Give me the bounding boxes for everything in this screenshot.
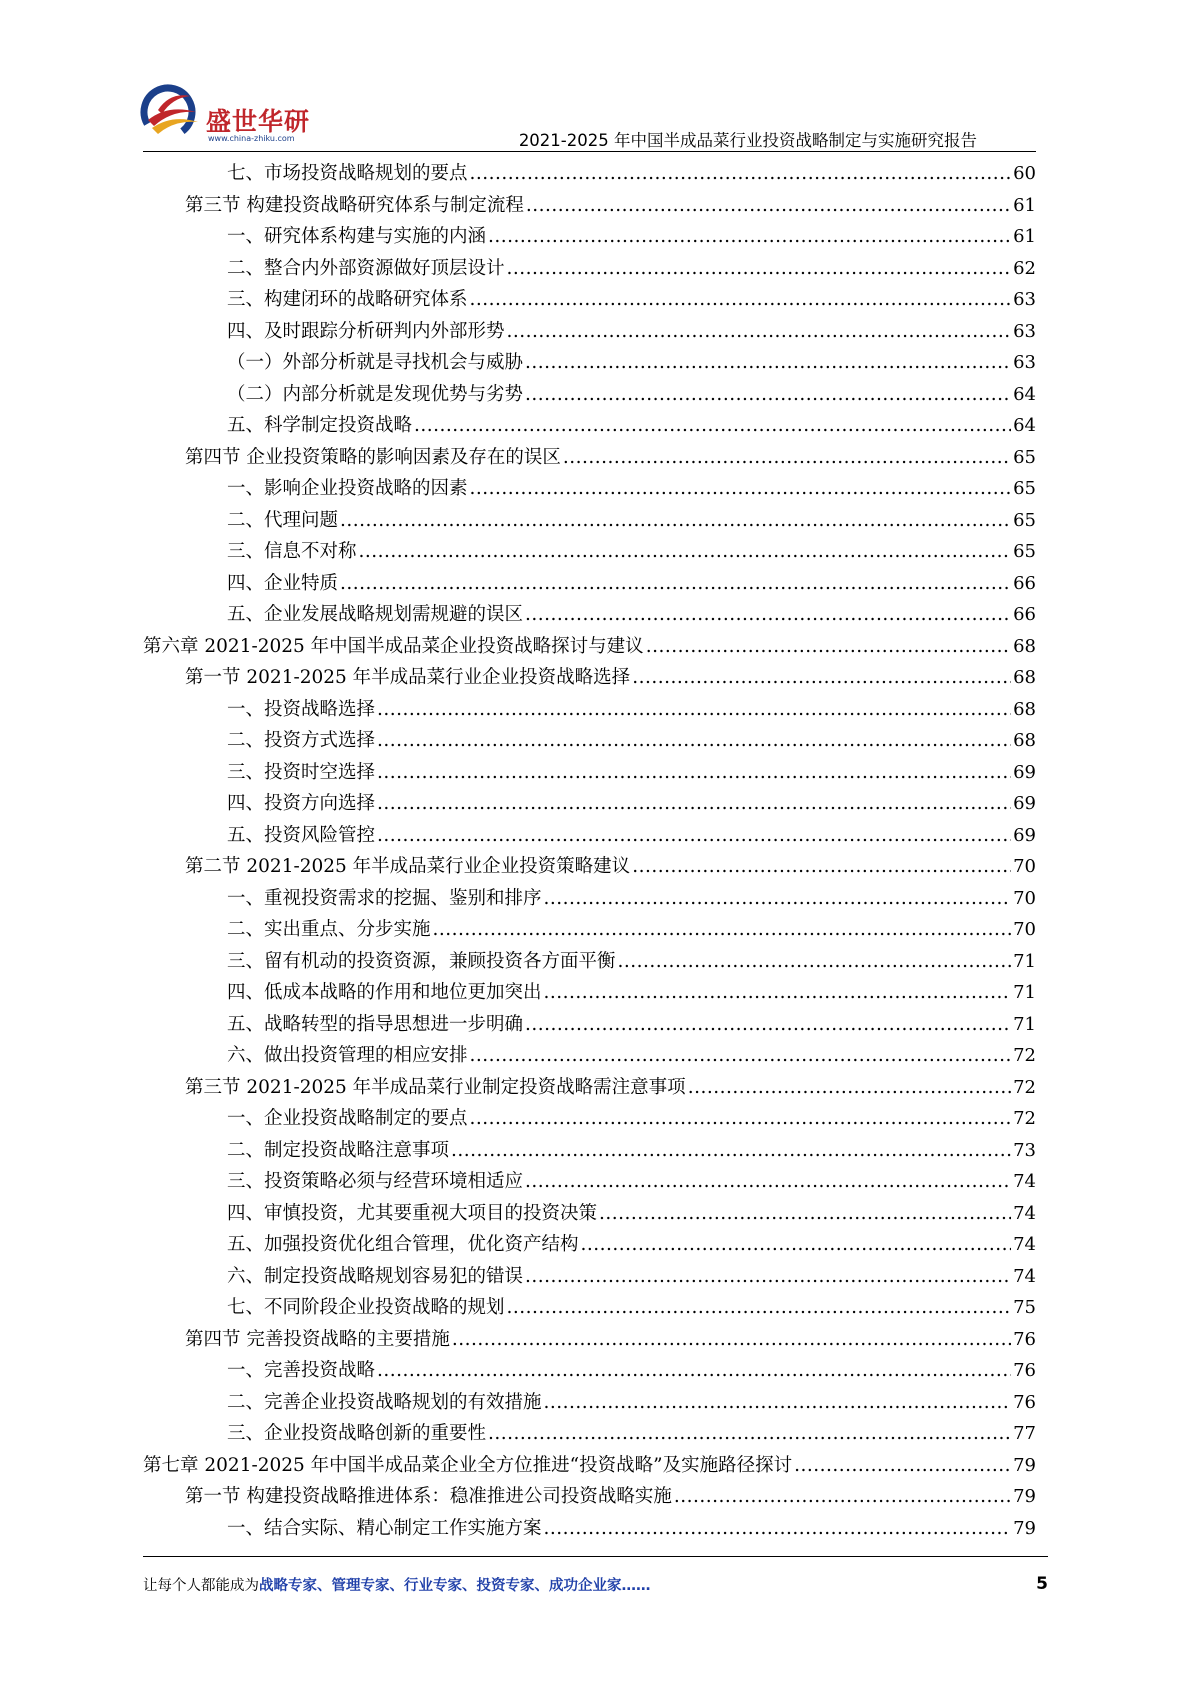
toc-entry-title: 三、投资时空选择 — [227, 761, 376, 783]
toc-entry-title: 五、投资风险管控 — [227, 824, 376, 846]
toc-leader-dots — [470, 473, 1012, 505]
toc-entry[interactable] — [143, 631, 1036, 663]
toc-leader-dots — [544, 1513, 1012, 1545]
toc-entry[interactable] — [143, 347, 1036, 379]
toc-entry[interactable] — [143, 1292, 1036, 1324]
toc-leader-dots — [359, 536, 1012, 568]
toc-leader-dots — [599, 1198, 1011, 1230]
toc-entry[interactable] — [143, 757, 1036, 789]
toc-entry-title: 一、企业投资战略制定的要点 — [227, 1108, 468, 1129]
toc-entry-title: 二、实出重点、分步实施 — [227, 919, 431, 940]
toc-entry[interactable] — [143, 253, 1036, 285]
toc-entry-title: 三、信息不对称 — [227, 541, 357, 562]
toc-entry[interactable] — [143, 1513, 1036, 1545]
toc-entry-page: 68 — [1013, 730, 1036, 751]
toc-entry-title: 七、不同阶段企业投资战略的规划 — [227, 1297, 505, 1318]
toc-entry-page: 68 — [1013, 635, 1036, 657]
toc-entry-page: 79 — [1013, 1486, 1036, 1507]
toc-entry-page: 64 — [1013, 383, 1036, 405]
logo-url: www.china-zhiku.com — [208, 134, 295, 143]
toc-entry[interactable] — [143, 1040, 1036, 1072]
toc-entry-page: 74 — [1013, 1265, 1036, 1287]
toc-entry-page: 79 — [1013, 1517, 1036, 1539]
toc-entry[interactable] — [143, 1355, 1036, 1387]
toc-entry-page: 69 — [1013, 761, 1036, 783]
toc-entry[interactable] — [143, 914, 1036, 946]
toc-entry[interactable] — [143, 1324, 1036, 1356]
toc-entry-title: 第二节 2021-2025 年半成品菜行业企业投资策略建议 — [185, 856, 631, 877]
toc-leader-dots — [794, 1450, 1011, 1482]
toc-entry[interactable] — [143, 1009, 1036, 1041]
toc-entry[interactable] — [143, 977, 1036, 1009]
toc-leader-dots — [414, 410, 1011, 442]
toc-entry-page: 77 — [1013, 1423, 1036, 1444]
toc-entry[interactable] — [143, 820, 1036, 852]
page-number: 5 — [1036, 1574, 1048, 1594]
toc-leader-dots — [470, 284, 1012, 316]
toc-entry-title: 一、完善投资战略 — [227, 1360, 376, 1381]
toc-leader-dots — [544, 1387, 1012, 1419]
toc-entry-title: 一、投资战略选择 — [227, 698, 376, 720]
toc-entry-title: （二）内部分析就是发现优势与劣势 — [227, 383, 524, 405]
toc-entry-title: 第四节 企业投资策略的影响因素及存在的误区 — [185, 446, 561, 468]
toc-leader-dots — [507, 253, 1012, 285]
toc-entry-page: 65 — [1013, 446, 1036, 468]
toc-leader-dots — [581, 1229, 1012, 1261]
logo-name: 盛世华研 — [206, 107, 311, 136]
toc-entry-title: 四、投资方向选择 — [227, 793, 376, 814]
toc-entry[interactable] — [143, 1450, 1036, 1482]
toc-entry-title: 四、审慎投资，尤其要重视大项目的投资决策 — [227, 1202, 598, 1224]
toc-entry-page: 74 — [1013, 1171, 1036, 1192]
table-of-contents — [143, 158, 1036, 1544]
page-header — [0, 0, 1191, 160]
toc-leader-dots — [688, 1072, 1011, 1104]
footer-divider — [143, 1556, 1048, 1557]
toc-entry-page: 66 — [1013, 604, 1036, 625]
toc-entry-title: 六、制定投资战略规划容易犯的错误 — [227, 1265, 524, 1287]
toc-leader-dots — [470, 1040, 1012, 1072]
toc-entry[interactable] — [143, 694, 1036, 726]
toc-leader-dots — [377, 757, 1011, 789]
toc-entry[interactable] — [143, 284, 1036, 316]
toc-entry-title: 二、完善企业投资战略规划的有效措施 — [227, 1391, 542, 1413]
toc-entry[interactable] — [143, 505, 1036, 537]
toc-entry-page: 70 — [1013, 919, 1036, 940]
toc-entry-title: 第一节 构建投资战略推进体系：稳准推进公司投资战略实施 — [185, 1486, 672, 1507]
toc-entry-title: 三、企业投资战略创新的重要性 — [227, 1423, 487, 1444]
toc-entry-title: 一、影响企业投资战略的因素 — [227, 478, 468, 499]
toc-entry[interactable] — [143, 1418, 1036, 1450]
toc-entry[interactable] — [143, 1135, 1036, 1167]
toc-entry[interactable] — [143, 379, 1036, 411]
toc-leader-dots — [525, 1009, 1011, 1041]
toc-entry[interactable] — [143, 1103, 1036, 1135]
toc-entry[interactable] — [143, 410, 1036, 442]
toc-leader-dots — [377, 820, 1011, 852]
toc-entry-title: 五、科学制定投资战略 — [227, 415, 413, 436]
toc-leader-dots — [525, 1261, 1011, 1293]
toc-leader-dots — [451, 1135, 1011, 1167]
toc-leader-dots — [433, 914, 1012, 946]
toc-entry-page: 69 — [1013, 824, 1036, 846]
toc-leader-dots — [632, 662, 1011, 694]
toc-entry-title: 四、企业特质 — [227, 572, 339, 594]
toc-entry-page: 61 — [1013, 194, 1036, 216]
toc-leader-dots — [544, 883, 1012, 915]
toc-entry[interactable] — [143, 851, 1036, 883]
toc-leader-dots — [377, 788, 1011, 820]
toc-entry[interactable] — [143, 1166, 1036, 1198]
toc-entry-title: 一、结合实际、精心制定工作实施方案 — [227, 1517, 542, 1539]
toc-entry-title: 一、研究体系构建与实施的内涵 — [227, 226, 487, 247]
toc-entry-title: 五、战略转型的指导思想进一步明确 — [227, 1013, 524, 1035]
toc-entry-page: 63 — [1013, 289, 1036, 310]
toc-entry-title: 五、企业发展战略规划需规避的误区 — [227, 604, 524, 625]
toc-entry-title: 二、投资方式选择 — [227, 730, 376, 751]
toc-entry[interactable] — [143, 1481, 1036, 1513]
toc-entry-page: 62 — [1013, 257, 1036, 279]
toc-entry-page: 63 — [1013, 352, 1036, 373]
toc-entry[interactable] — [143, 568, 1036, 600]
toc-entry-page: 71 — [1013, 982, 1036, 1003]
toc-entry-title: 四、及时跟踪分析研判内外部形势 — [227, 320, 505, 342]
toc-entry-page: 65 — [1013, 478, 1036, 499]
toc-entry-title: 一、重视投资需求的挖掘、鉴别和排序 — [227, 887, 542, 909]
toc-leader-dots — [377, 694, 1011, 726]
toc-leader-dots — [525, 347, 1011, 379]
toc-entry-page: 68 — [1013, 667, 1036, 688]
toc-entry-page: 79 — [1013, 1454, 1036, 1476]
toc-leader-dots — [488, 1418, 1011, 1450]
toc-entry-title: 第三节 构建投资战略研究体系与制定流程 — [185, 194, 524, 216]
toc-entry-title: 二、制定投资战略注意事项 — [227, 1139, 450, 1161]
toc-entry[interactable] — [143, 1072, 1036, 1104]
toc-leader-dots — [632, 851, 1011, 883]
toc-entry-page: 72 — [1013, 1076, 1036, 1098]
company-logo — [138, 82, 318, 152]
toc-entry-page: 69 — [1013, 793, 1036, 814]
toc-entry[interactable] — [143, 473, 1036, 505]
toc-leader-dots — [340, 568, 1011, 600]
toc-leader-dots — [646, 631, 1011, 663]
toc-entry-title: 第七章 2021-2025 年中国半成品菜企业全方位推进“投资战略”及实施路径探讨 — [143, 1454, 793, 1476]
toc-entry-page: 76 — [1013, 1328, 1036, 1350]
toc-entry-title: 第一节 2021-2025 年半成品菜行业企业投资战略选择 — [185, 667, 631, 688]
toc-leader-dots — [618, 946, 1012, 978]
toc-leader-dots — [563, 442, 1011, 474]
footer-slogan-prefix: 让每个人都能成为 — [143, 1578, 259, 1594]
toc-leader-dots — [525, 599, 1011, 631]
toc-entry-title: 第四节 完善投资战略的主要措施 — [185, 1328, 450, 1350]
toc-entry-title: 四、低成本战略的作用和地位更加突出 — [227, 982, 542, 1003]
toc-leader-dots — [507, 316, 1012, 348]
logo-mark-icon — [138, 82, 208, 144]
toc-entry-page: 73 — [1013, 1139, 1036, 1161]
toc-entry-title: 第六章 2021-2025 年中国半成品菜企业投资战略探讨与建议 — [143, 635, 644, 657]
toc-entry[interactable] — [143, 158, 1036, 190]
toc-entry-page: 65 — [1013, 541, 1036, 562]
toc-entry-page: 61 — [1013, 226, 1036, 247]
toc-leader-dots — [544, 977, 1012, 1009]
toc-entry[interactable] — [143, 1198, 1036, 1230]
toc-leader-dots — [340, 505, 1011, 537]
toc-leader-dots — [526, 190, 1011, 222]
toc-entry-page: 63 — [1013, 320, 1036, 342]
toc-entry[interactable] — [143, 1229, 1036, 1261]
footer-slogan-highlight: 战略专家、管理专家、行业专家、投资专家、成功企业家…… — [259, 1578, 651, 1594]
toc-entry-page: 70 — [1013, 887, 1036, 909]
toc-entry[interactable] — [143, 1387, 1036, 1419]
toc-entry[interactable] — [143, 221, 1036, 253]
toc-entry-title: 三、投资策略必须与经营环境相适应 — [227, 1171, 524, 1192]
toc-entry-title: 三、构建闭环的战略研究体系 — [227, 289, 468, 310]
toc-entry[interactable] — [143, 725, 1036, 757]
toc-entry[interactable] — [143, 883, 1036, 915]
toc-entry-title: 五、加强投资优化组合管理，优化资产结构 — [227, 1234, 579, 1255]
page-footer — [143, 1574, 1048, 1600]
toc-entry-page: 75 — [1013, 1297, 1036, 1318]
toc-leader-dots — [452, 1324, 1011, 1356]
toc-entry-page: 71 — [1013, 1013, 1036, 1035]
toc-entry-page: 71 — [1013, 950, 1036, 972]
toc-leader-dots — [525, 379, 1011, 411]
toc-entry-page: 68 — [1013, 698, 1036, 720]
toc-entry-title: （一）外部分析就是寻找机会与威胁 — [227, 352, 524, 373]
toc-entry-page: 72 — [1013, 1045, 1036, 1066]
toc-entry-page: 76 — [1013, 1360, 1036, 1381]
toc-entry-page: 74 — [1013, 1202, 1036, 1224]
toc-entry-title: 二、整合内外部资源做好顶层设计 — [227, 257, 505, 279]
toc-entry[interactable] — [143, 316, 1036, 348]
header-divider — [143, 151, 1036, 152]
toc-entry[interactable] — [143, 1261, 1036, 1293]
toc-entry[interactable] — [143, 442, 1036, 474]
toc-leader-dots — [488, 221, 1011, 253]
toc-entry-page: 66 — [1013, 572, 1036, 594]
toc-entry-title: 六、做出投资管理的相应安排 — [227, 1045, 468, 1066]
toc-entry-page: 72 — [1013, 1108, 1036, 1129]
toc-entry-title: 二、代理问题 — [227, 509, 339, 531]
toc-entry[interactable] — [143, 190, 1036, 222]
toc-leader-dots — [674, 1481, 1011, 1513]
toc-entry[interactable] — [143, 946, 1036, 978]
toc-leader-dots — [377, 725, 1011, 757]
toc-leader-dots — [470, 158, 1012, 190]
toc-entry-title: 第三节 2021-2025 年半成品菜行业制定投资战略需注意事项 — [185, 1076, 686, 1098]
toc-entry[interactable] — [143, 788, 1036, 820]
toc-leader-dots — [525, 1166, 1011, 1198]
report-title: 2021-2025 年中国半成品菜行业投资战略制定与实施研究报告 — [518, 131, 977, 150]
toc-entry-page: 70 — [1013, 856, 1036, 877]
toc-entry-page: 60 — [1013, 163, 1036, 184]
toc-entry[interactable] — [143, 536, 1036, 568]
toc-entry-page: 76 — [1013, 1391, 1036, 1413]
toc-leader-dots — [470, 1103, 1012, 1135]
toc-entry[interactable] — [143, 662, 1036, 694]
toc-entry-title: 三、留有机动的投资资源，兼顾投资各方面平衡 — [227, 950, 616, 972]
toc-entry-page: 65 — [1013, 509, 1036, 531]
toc-leader-dots — [377, 1355, 1011, 1387]
toc-leader-dots — [507, 1292, 1012, 1324]
toc-entry[interactable] — [143, 599, 1036, 631]
toc-entry-page: 64 — [1013, 415, 1036, 436]
toc-entry-title: 七、市场投资战略规划的要点 — [227, 163, 468, 184]
toc-entry-page: 74 — [1013, 1234, 1036, 1255]
